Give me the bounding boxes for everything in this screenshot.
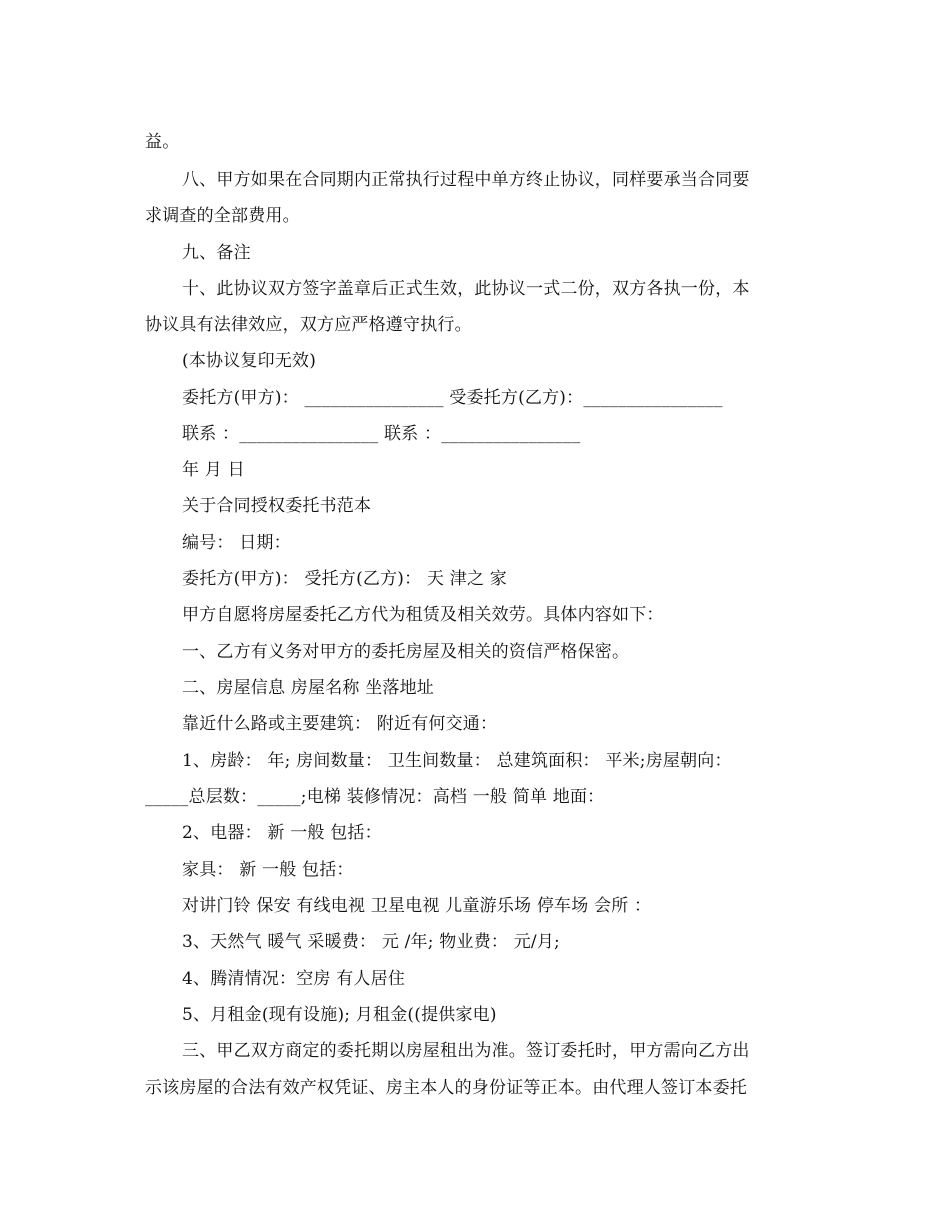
text-line: 5、月租金(现有设施); 月租金((提供家电)	[182, 1005, 497, 1025]
text-line: 3、天然气 暖气 采暖费： 元 /年; 物业费： 元/月;	[182, 932, 560, 952]
text-line: 益。	[145, 132, 180, 152]
text-line: 委托方(甲方)： 受托方(乙方)： 天 津之 家	[182, 569, 507, 589]
text-line: 甲方自愿将房屋委托乙方代为租赁及相关效劳。具体内容如下：	[182, 605, 664, 625]
text-line: 八、甲方如果在合同期内正常执行过程中单方终止协议，同样要承当合同要	[182, 170, 750, 190]
text-line: 三、甲乙双方商定的委托期以房屋租出为准。签订委托时，甲方需向乙方出	[182, 1041, 750, 1061]
text-line: 示该房屋的合法有效产权凭证、房主本人的身份证等正本。由代理人签订本委托	[145, 1078, 747, 1098]
text-line: 一、乙方有义务对甲方的委托房屋及相关的资信严格保密。	[182, 642, 630, 662]
text-line: 九、备注	[182, 243, 251, 263]
text-line: 家具： 新 一般 包括：	[182, 860, 354, 880]
text-line: 协议具有法律效应，双方应严格遵守执行。	[145, 315, 472, 335]
text-line: 对讲门铃 保安 有线电视 卫星电视 儿童游乐场 停车场 会所 ：	[182, 896, 652, 916]
signature-line-contacts: 联系 ：________________ 联系 ：________________	[182, 424, 581, 444]
date-line: 年 月 日	[182, 460, 245, 480]
text-line: 2、电器： 新 一般 包括：	[182, 823, 382, 843]
text-line: _____总层数：_____;电梯 装修情况：高档 一般 简单 地面：	[145, 787, 605, 807]
signature-line-parties: 委托方(甲方)： ________________ 受委托方(乙方)：________________	[182, 388, 723, 408]
text-line: 求调查的全部费用。	[145, 206, 300, 226]
text-line: 4、腾清情况：空房 有人居住	[182, 969, 406, 989]
text-line: 编号： 日期：	[182, 533, 291, 553]
text-line: 1、房龄： 年; 房间数量： 卫生间数量： 总建筑面积： 平米;房屋朝向：	[182, 751, 732, 771]
text-line: (本协议复印无效)	[182, 351, 317, 371]
section-title: 关于合同授权委托书范本	[182, 496, 372, 516]
text-line: 二、房屋信息 房屋名称 坐落地址	[182, 678, 435, 698]
text-line: 靠近什么路或主要建筑： 附近有何交通：	[182, 714, 498, 734]
text-line: 十、此协议双方签字盖章后正式生效，此协议一式二份，双方各执一份，本	[182, 279, 750, 299]
